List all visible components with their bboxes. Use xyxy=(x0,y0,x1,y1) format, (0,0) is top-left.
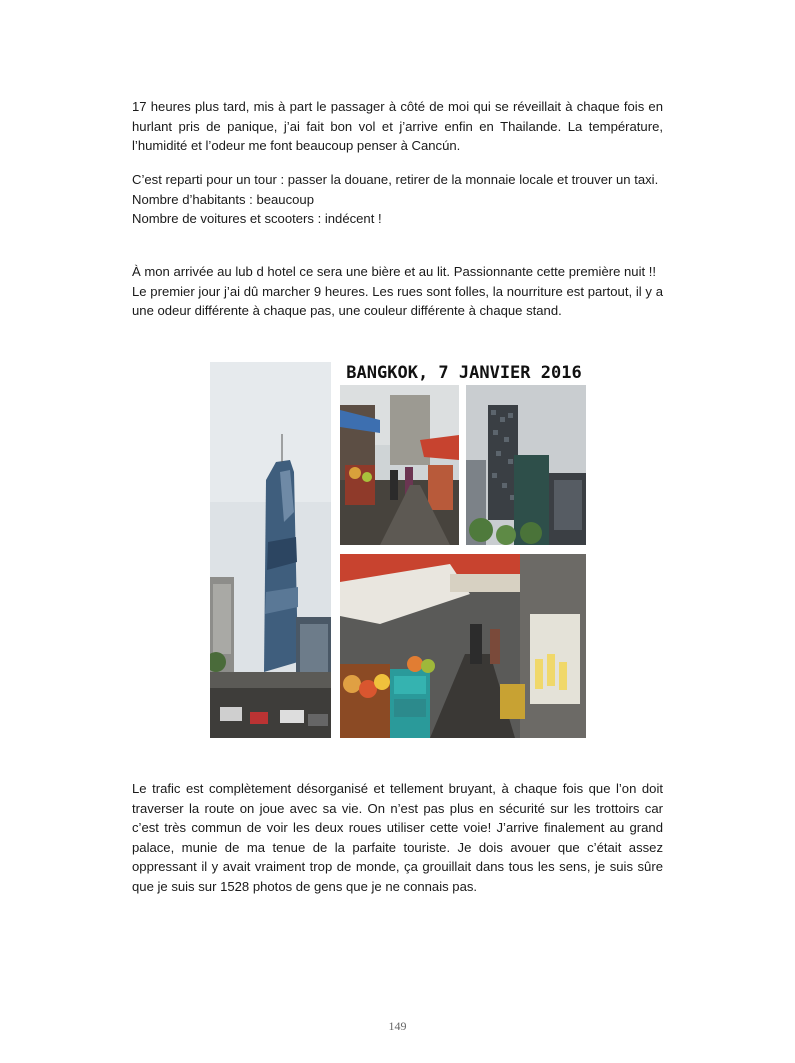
photo-collage xyxy=(210,362,586,738)
paragraph-customs xyxy=(132,170,663,229)
tower-photo xyxy=(210,362,331,738)
paragraph-text: 17 heures plus tard, mis à part le passager à côté de moi qui se réveillait à chaque fois en hurlant pris de panique, j’ai fait bon vol et j’arrive enfin en Thailande. La température, l’humidité et l’odeur me font beaucoup penser à Cancún. xyxy=(132,99,663,153)
market-street-photo xyxy=(340,385,459,545)
paragraph-arrival xyxy=(132,97,663,156)
paragraph-first-day xyxy=(132,262,663,321)
paragraph-line: Nombre d’habitants : beaucoup xyxy=(132,191,314,207)
paragraph-line: Nombre de voitures et scooters : indécent ! xyxy=(132,211,382,226)
collage-title: BANGKOK, 7 JANVIER 2016 xyxy=(346,363,582,383)
market-stall-photo xyxy=(340,554,586,738)
page-number: 149 xyxy=(388,1019,407,1033)
paragraph-text: Le premier jour j’ai dû marcher 9 heures. Les rues sont folles, la nourriture est partout, il y a une odeur différente à chaque pas, une couleur différente à chaque stand. xyxy=(132,283,663,318)
paragraph-text: À mon arrivée au lub d hotel ce sera une bière et au lit. Passionnante cette première nuit !! xyxy=(132,264,657,279)
skyscraper-photo xyxy=(466,385,586,545)
paragraph-text: C’est reparti pour un tour : passer la douane, retirer de la monnaie locale et trouver un taxi. xyxy=(132,172,659,187)
paragraph-text: Le trafic est complètement désorganisé et tellement bruyant, à chaque fois que l’on doit traverser la route on joue avec sa vie. On n’est pas plus en sécurité sur les trottoirs car c’est très commun de voir les deux roues utiliser cette voie! J’arrive finalement au grand palace, munie de ma tenue de la parfaite touriste. Je dois avouer que c’était assez oppressant il y avait vraiment trop de monde, ça grouillait dans tous les sens, je suis sûre que je suis sur 1528 photos de gens que je ne connais pas. xyxy=(132,781,663,894)
paragraph-traffic xyxy=(132,779,663,896)
